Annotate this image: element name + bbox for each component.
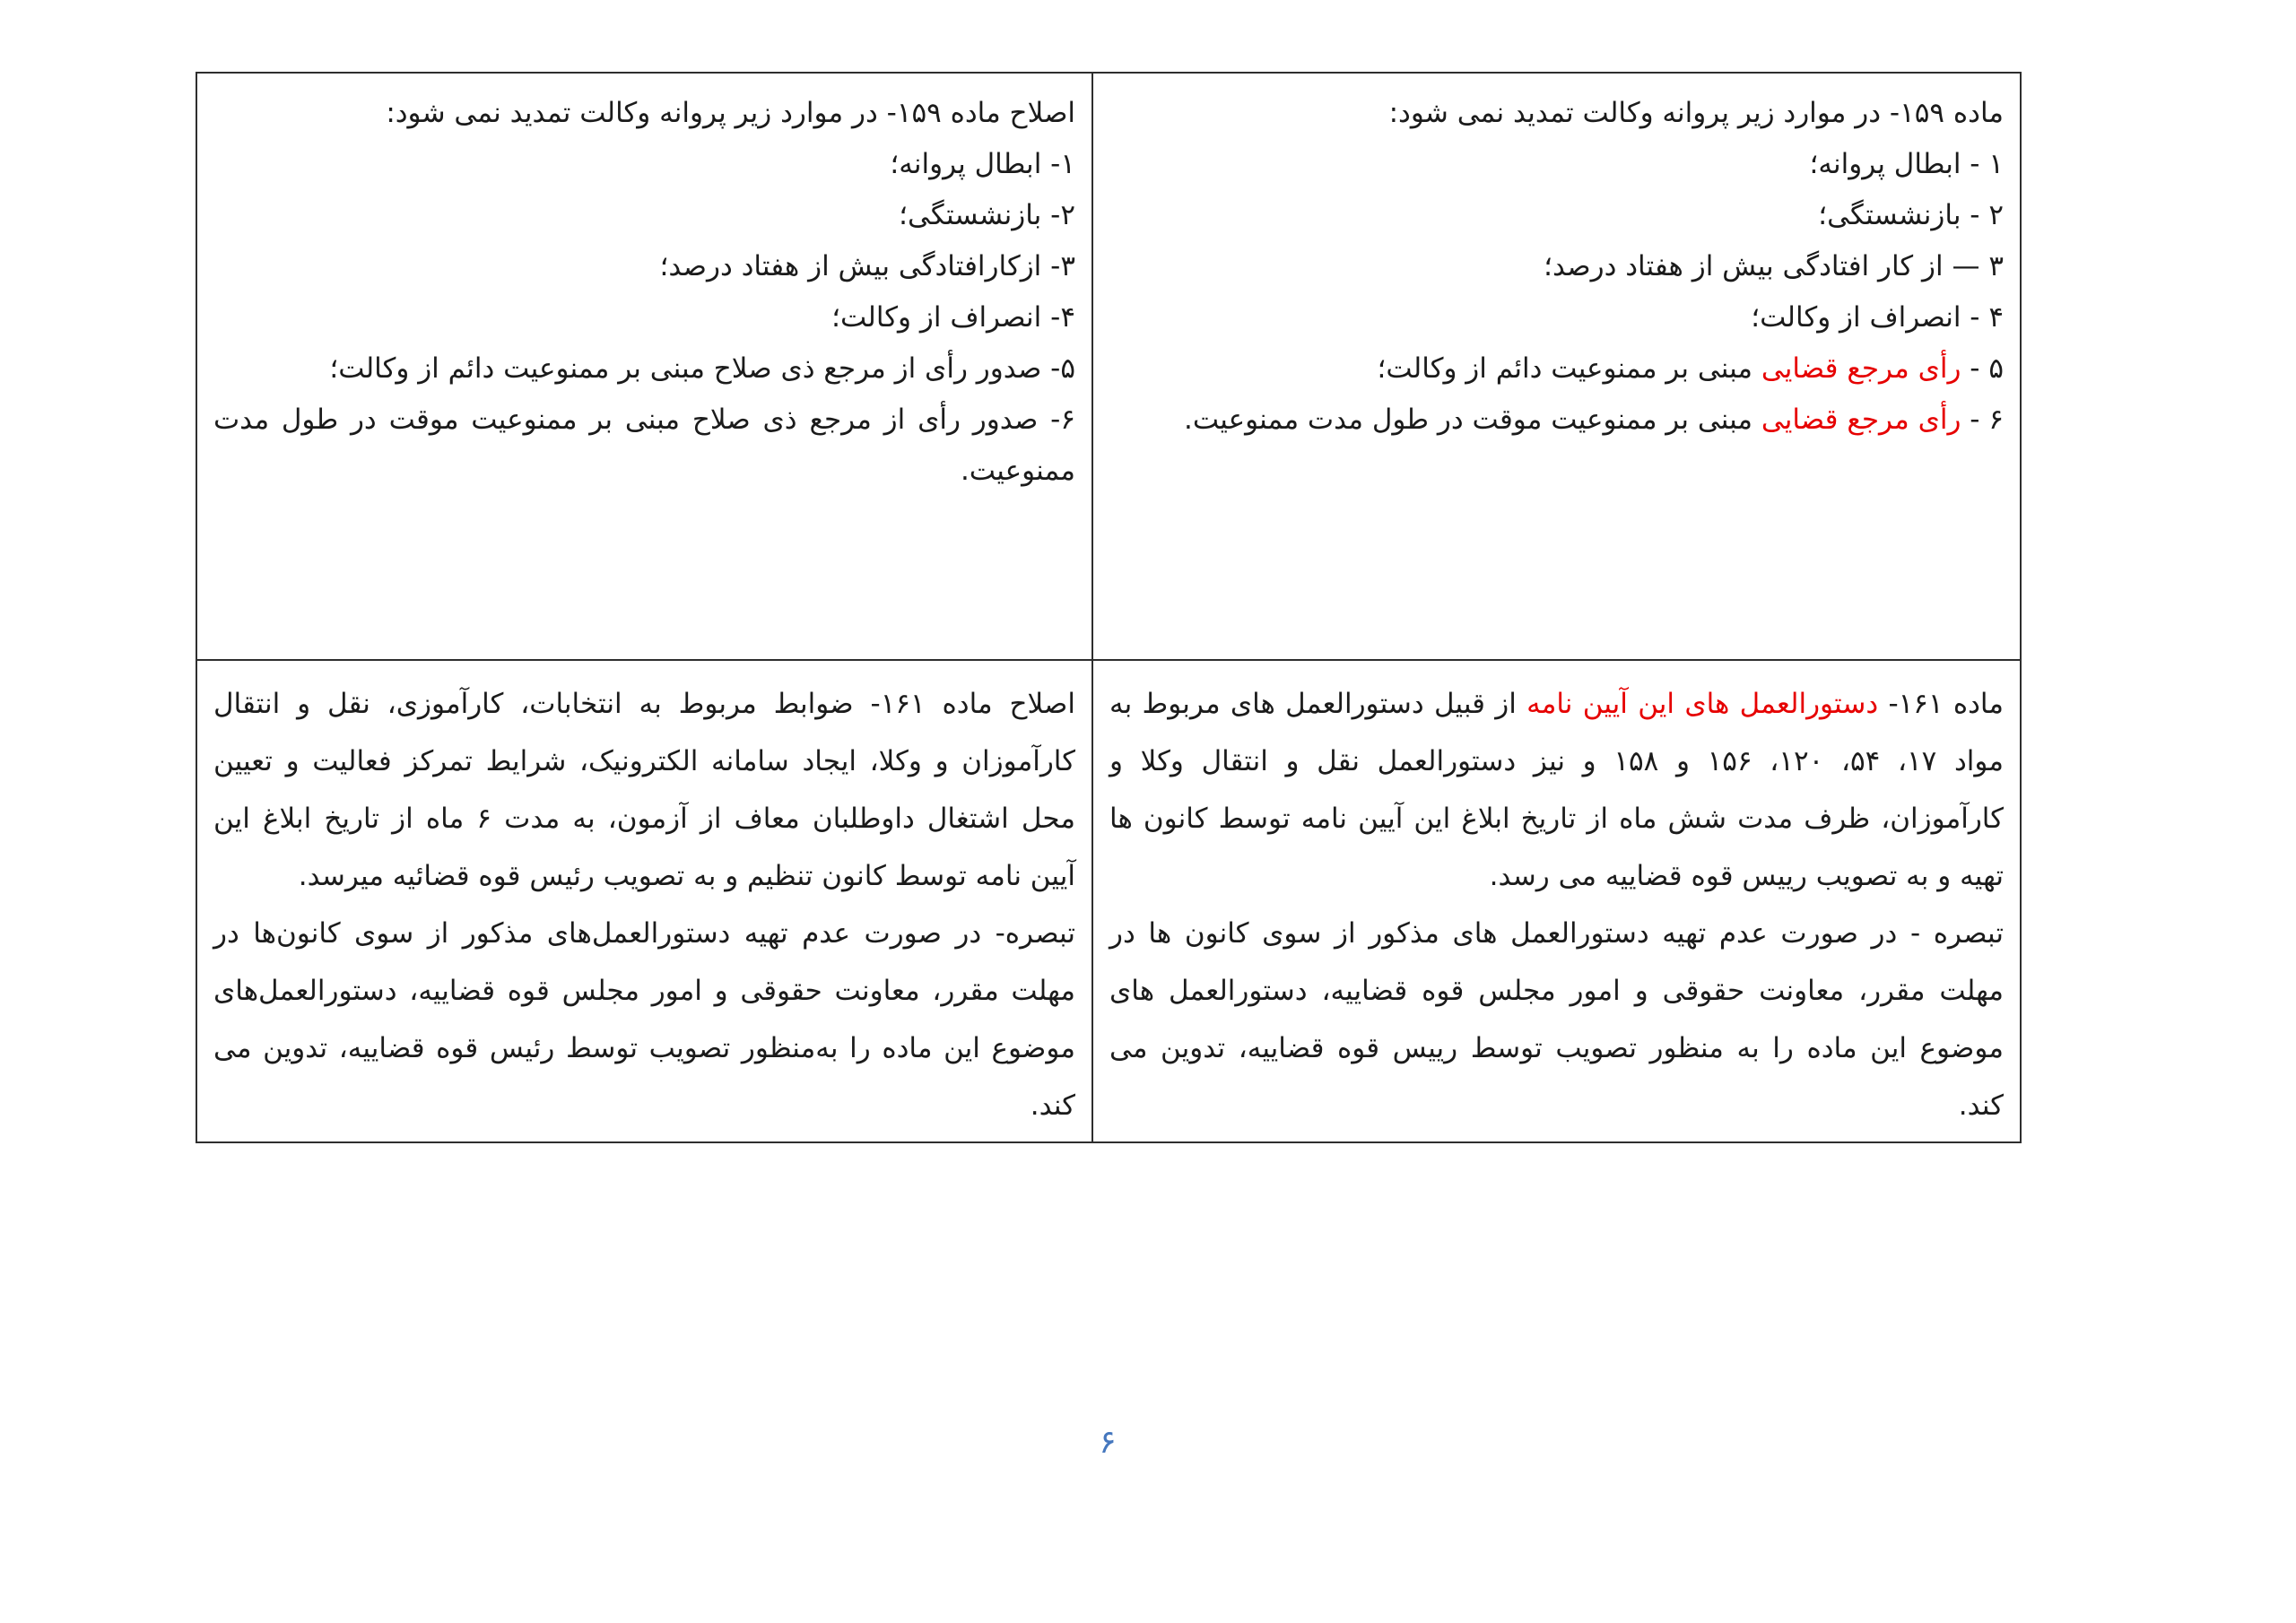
text-run: ماده ۱۶۱- bbox=[1878, 688, 2004, 720]
text-run: مبنی بر ممنوعیت موقت در طول مدت ممنوعیت. bbox=[1184, 404, 1761, 436]
text-run: ۶ - bbox=[1961, 404, 2004, 436]
text-run: ماده ۱۵۹- در موارد زیر پروانه وکالت تمدید نمی شود: bbox=[1388, 97, 2004, 129]
text-run: ۳ — از کار افتادگی بیش از هفتاد درصد؛ bbox=[1544, 250, 2004, 282]
paragraph bbox=[213, 343, 1075, 395]
text-run: تبصره- در صورت عدم تهیه دستورالعمل‌های مذکور از سوی کانون‌ها در مهلت مقرر، معاونت حقوقی و امور مجلس قوه قضاییه، دستورالعمل‌های موضوع این ماده را به‌منظور تصویب توسط رئیس قوه قضاییه، تدوین می کند. bbox=[213, 917, 1075, 1122]
table-row-article-161 bbox=[196, 660, 2021, 1142]
paragraph bbox=[1109, 88, 2004, 139]
text-run: ۵- صدور رأی از مرجع ذی صلاح مبنی بر ممنوعیت دائم از وکالت؛ bbox=[329, 352, 1075, 385]
paragraph bbox=[213, 395, 1075, 497]
text-run: از قبیل دستورالعمل های مربوط به مواد ۱۷، ۵۴، ۱۲۰، ۱۵۶ و ۱۵۸ و نیز دستورالعمل نقل و انتقال وکلا و کارآموزان، ظرف مدت شش ماه از تاریخ ابلاغ این آیین نامه توسط کانون ها تهیه و به تصویب رییس قوه قضاییه می رسد. bbox=[1109, 688, 2005, 892]
text-run: ۲ - بازنشستگی؛ bbox=[1818, 199, 2004, 231]
text-run: ۵ - bbox=[1961, 352, 2004, 385]
text-run: ۶- صدور رأی از مرجع ذی صلاح مبنی بر ممنوعیت موقت در طول مدت ممنوعیت. bbox=[213, 404, 1075, 487]
paragraph bbox=[213, 139, 1075, 190]
page-number: ۶ bbox=[1099, 1424, 1117, 1461]
paragraph bbox=[213, 905, 1075, 1134]
paragraph bbox=[1109, 905, 2004, 1134]
text-run: ۲- بازنشستگی؛ bbox=[899, 199, 1075, 231]
paragraph bbox=[213, 241, 1075, 292]
paragraph bbox=[213, 675, 1075, 905]
cell-article-159-original bbox=[1092, 73, 2021, 660]
paragraph bbox=[213, 190, 1075, 241]
paragraph bbox=[213, 292, 1075, 343]
text-run: اصلاح ماده ۱۶۱- ضوابط مربوط به انتخابات، کارآموزی، نقل و انتقال کارآموزان و وکلا، ایجاد سامانه الکترونیک، شرایط تمرکز فعالیت و تعیین محل اشتغال داوطلبان معاف از آزمون، به مدت ۶ ماه از تاریخ ابلاغ این آیین نامه توسط کانون تنظیم و به تصویب رئیس قوه قضائیه میرسد. bbox=[213, 688, 1075, 892]
paragraph bbox=[1109, 139, 2004, 190]
paragraph bbox=[1109, 190, 2004, 241]
text-run: ۳- ازکارافتادگی بیش از هفتاد درصد؛ bbox=[659, 250, 1075, 282]
highlighted-text: رأی مرجع قضایی bbox=[1761, 352, 1961, 385]
paragraph bbox=[213, 88, 1075, 139]
cell-article-161-amended bbox=[196, 660, 1092, 1142]
paragraph bbox=[1109, 292, 2004, 343]
cell-article-161-original bbox=[1092, 660, 2021, 1142]
comparison-table bbox=[196, 72, 2022, 1143]
highlighted-text: دستورالعمل های این آیین نامه bbox=[1526, 688, 1879, 720]
paragraph bbox=[1109, 675, 2004, 905]
text-run: ۴ - انصراف از وکالت؛ bbox=[1751, 301, 2004, 334]
highlighted-text: رأی مرجع قضایی bbox=[1761, 404, 1961, 436]
text-run: ۴- انصراف از وکالت؛ bbox=[831, 301, 1075, 334]
cell-article-159-amended bbox=[196, 73, 1092, 660]
text-run: اصلاح ماده ۱۵۹- در موارد زیر پروانه وکالت تمدید نمی شود: bbox=[386, 97, 1075, 129]
text-run: ۱- ابطال پروانه؛ bbox=[890, 148, 1075, 180]
table-row-article-159 bbox=[196, 73, 2021, 660]
text-run: مبنی بر ممنوعیت دائم از وکالت؛ bbox=[1377, 352, 1761, 385]
text-run: ۱ - ابطال پروانه؛ bbox=[1809, 148, 2004, 180]
paragraph bbox=[1109, 395, 2004, 446]
text-run: تبصره - در صورت عدم تهیه دستورالعمل های مذکور از سوی کانون ها در مهلت مقرر، معاونت حقوقی و امور مجلس قوه قضاییه، دستورالعمل های موضوع این ماده را به منظور تصویب توسط رییس قوه قضاییه، تدوین می کند. bbox=[1109, 917, 2004, 1122]
paragraph bbox=[1109, 241, 2004, 292]
paragraph bbox=[1109, 343, 2004, 395]
